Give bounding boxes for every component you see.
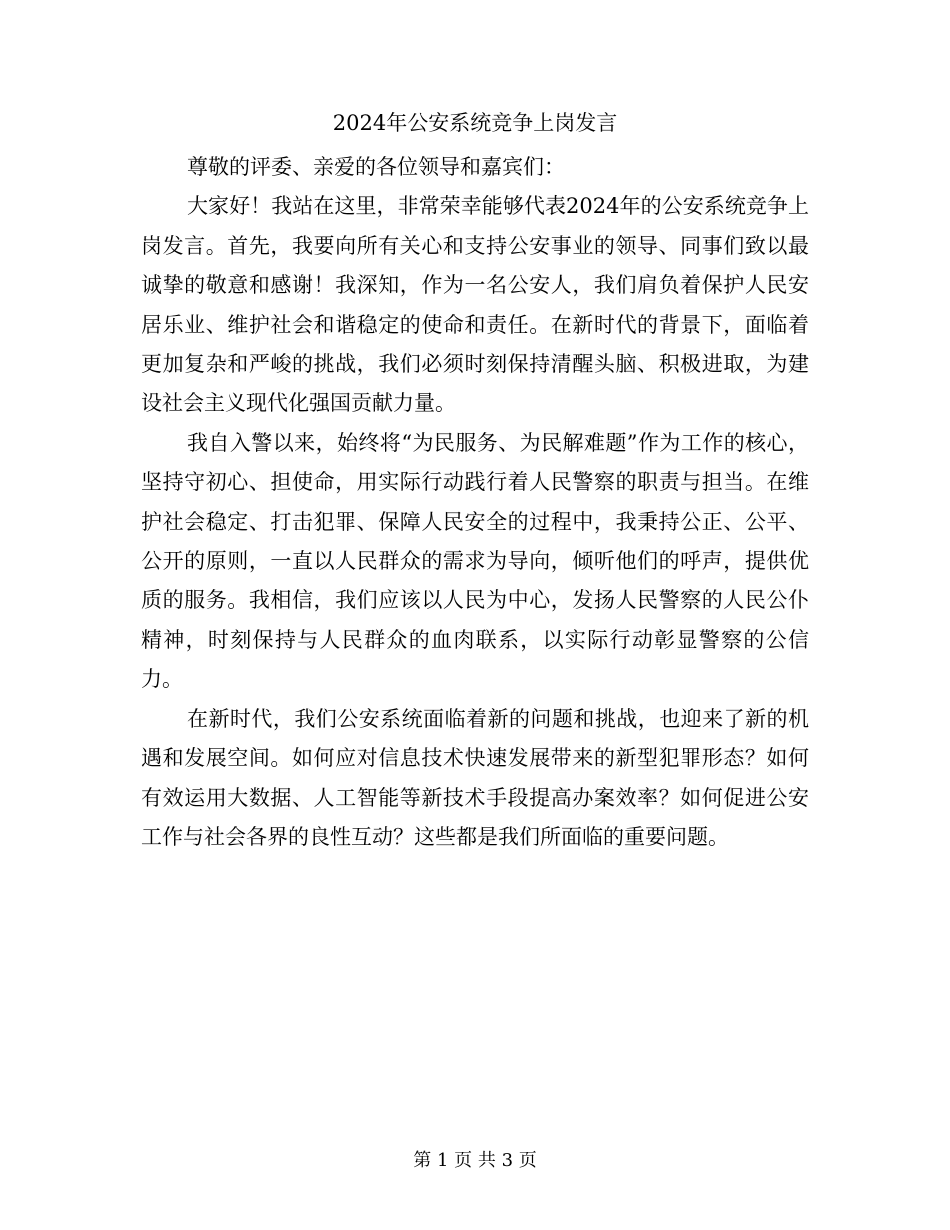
document-title: 2024年公安系统竞争上岗发言 bbox=[332, 111, 618, 135]
paragraph-1: 大家好！我站在这里，非常荣幸能够代表2024年的公安系统竞争上岗发言。首先，我要向所有关心和支持公安事业的领导、同事们致以最诚挚的敬意和感谢！我深知，作为一名公安人，我们肩负着保护人民安居乐业、维护社会和谐稳定的使命和责任。在新时代的背景下，面临着更加复杂和严峻的挑战，我们必须时刻保持清醒头脑、积极进取，为建设社会主义现代化强国贡献力量。 bbox=[141, 194, 809, 416]
page-number-footer: 第 1 页 共 3 页 bbox=[413, 1150, 537, 1171]
salutation: 尊敬的评委、亲爱的各位领导和嘉宾们： bbox=[187, 155, 565, 179]
paragraph-2: 我自入警以来，始终将“为民服务、为民解难题”作为工作的核心，坚持守初心、担使命，用实际行动践行着人民警察的职责与担当。在维护社会稳定、打击犯罪、保障人民安全的过程中，我秉持公正、公平、公开的原则，一直以人民群众的需求为导向，倾听他们的呼声，提供优质的服务。我相信，我们应该以人民为中心，发扬人民警察的人民公仆精神，时刻保持与人民群众的血肉联系，以实际行动彰显警察的公信力。 bbox=[141, 430, 809, 692]
paragraph-3: 在新时代，我们公安系统面临着新的问题和挑战，也迎来了新的机遇和发展空间。如何应对信息技术快速发展带来的新型犯罪形态？如何有效运用大数据、人工智能等新技术手段提高办案效率？如何促进公安工作与社会各界的良性互动？这些都是我们所面临的重要问题。 bbox=[141, 706, 809, 849]
document-body bbox=[141, 148, 809, 857]
